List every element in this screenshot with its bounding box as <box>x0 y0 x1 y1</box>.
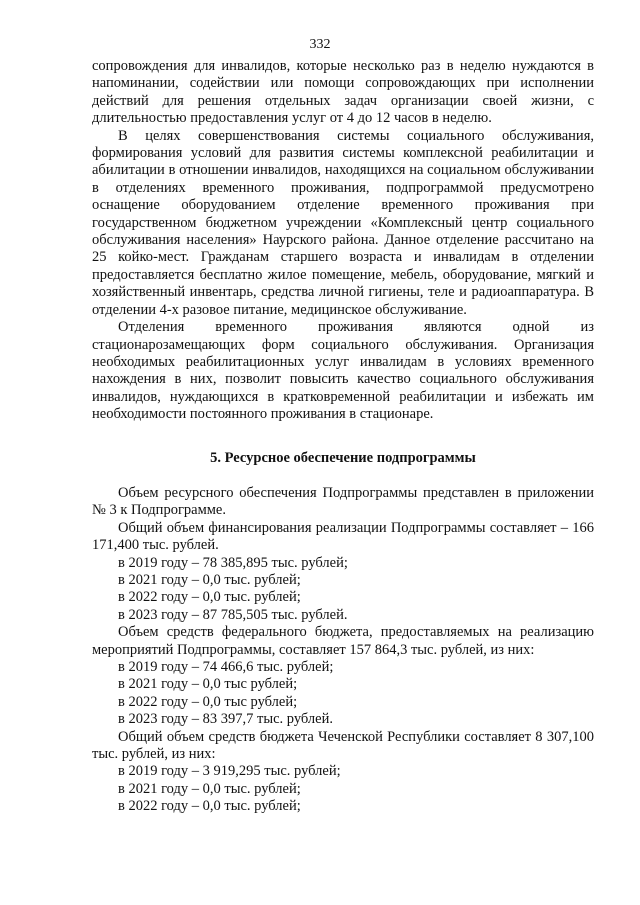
regional-funding-line: в 2019 году – 3 919,295 тыс. рублей; <box>118 763 341 780</box>
federal-funding-line: в 2022 году – 0,0 тыс рублей; <box>118 693 298 710</box>
total-funding-line: в 2021 году – 0,0 тыс. рублей; <box>118 571 301 588</box>
regional-funding-line: в 2021 году – 0,0 тыс. рублей; <box>118 780 301 797</box>
page-number: 332 <box>309 37 331 52</box>
federal-funding-line: в 2023 году – 83 397,7 тыс. рублей. <box>118 711 333 728</box>
total-funding-line: в 2023 году – 87 785,505 тыс. рублей. <box>118 606 348 623</box>
paragraph-federal-funding: Объем средств федерального бюджета, предоставляемых на реализацию мероприятий Подпрограммы, составляет 157 864,3 тыс. рублей, из них: <box>92 624 594 658</box>
total-funding-line: в 2019 году – 78 385,895 тыс. рублей; <box>118 554 348 571</box>
federal-funding-line: в 2019 году – 74 466,6 тыс. рублей; <box>118 659 334 675</box>
paragraph-temporary-residence: Отделения временного проживания являются одной из стационарозамещающих форм социального обслуживания. Организация необходимых реабилитационных услуг инвалидам в условиях временного нахождения в них, позволит повысить качество социального обслуживания инвалидов, нуждающихся в кратковременной реабилитации и избежать им необходимости постоянного проживания в стационаре. <box>92 319 594 423</box>
section-heading: 5. Ресурсное обеспечение подпрограммы <box>210 449 476 466</box>
paragraph-regional-funding: Общий объем средств бюджета Чеченской Республики составляет 8 307,100 тыс. рублей, из них: <box>92 728 594 763</box>
paragraph-resource-intro: Объем ресурсного обеспечения Подпрограммы представлен в приложении № 3 к Подпрограмме. <box>92 484 594 519</box>
federal-funding-line: в 2021 году – 0,0 тыс рублей; <box>118 676 298 693</box>
paragraph-total-funding: Общий объем финансирования реализации Подпрограммы составляет – 166 171,400 тыс. рублей. <box>92 519 594 554</box>
paragraph-rehabilitation-system: В целях совершенствования системы социального обслуживания, формирования условий для развития системы комплексной реабилитации и абилитации в отношении инвалидов, находящихся на социальном обслуживании в отделениях временного проживания, подпрограммой предусмотрено оснащение оборудованием отделение временного проживания при государственном бюджетном учреждении «Комплексный центр социального обслуживания населения» Наурского района. Данное отделение рассчитано на 25 койко-мест. Гражданам старшего возраста и инвалидам в отделении предоставляется бесплатно жилое помещение, мебель, оборудование, мягкий и хозяйственный инвентарь, средства личной гигиены, теле и радиоаппаратура. В отделении 4-х разовое питание, медицинское обслуживание. <box>92 127 594 318</box>
page-body <box>92 58 594 816</box>
paragraph-continuation: сопровождения для инвалидов, которые несколько раз в неделю нуждаются в напоминании, содействии или помощи сопровождающих при исполнении действий для решения отдельных задач организации своей жизни, с длительностью предоставления услуг от 4 до 12 часов в неделю. <box>92 58 594 127</box>
total-funding-line: в 2022 году – 0,0 тыс. рублей; <box>118 589 301 606</box>
regional-funding-line: в 2022 году – 0,0 тыс. рублей; <box>118 798 301 815</box>
